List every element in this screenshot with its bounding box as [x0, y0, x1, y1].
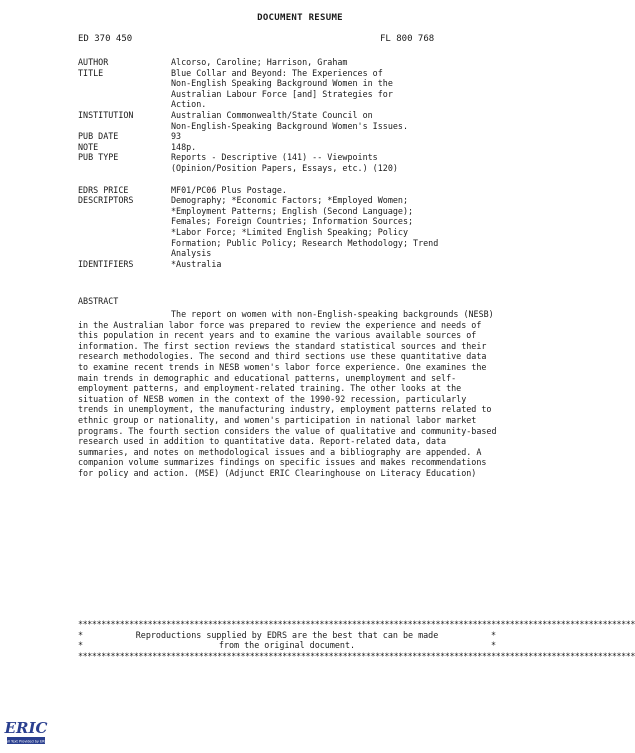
star-border-bottom: ************************************************************************************************************************	[78, 650, 635, 661]
star-mark: *	[490, 629, 496, 640]
field-note	[78, 142, 498, 153]
field-value: *Australia	[171, 258, 222, 269]
field-value: 93	[171, 131, 182, 142]
field-value: Alcorso, Caroline; Harrison, Graham	[171, 57, 348, 67]
field-label: EDRS PRICE	[78, 184, 129, 195]
abstract-text: The report on women with non-English-speaking backgrounds (NESB) in the Australian labor force was prepared to review the experience and needs of this population in recent years and to examine the various available sources of information. The first section reviews the standard statistical sources and their research methodologies. The second and third sections use these quantitative data to examine recent trends in NESB women's labor force experience. One examines the main trends in demographic and educational patterns, unemployment and self-employment patterns, and employment-related training. The other looks at the situation of NESB women in the context of the 1990-92 recession, particularly trends in unemployment, the manufacturing industry, employment patterns related to ethnic group or nationality, and women's participation in national labor market programs. The fourth section considers the value of qualitative and community-based research used in addition to quantitative data. Report-related data, data summaries, and notes on methodological issues and a bibliography are appended. A companion volume summarizes findings on specific issues and makes recommendations for policy and action. (MSE) (Adjunct ERIC Clearinghouse on Literacy Education)	[78, 309, 497, 478]
field-value: Reports - Descriptive (141) -- Viewpoints (Opinion/Position Papers, Essays, etc.) (120)	[171, 152, 398, 173]
field-pub-date	[78, 131, 498, 142]
bibliographic-fields	[78, 57, 498, 269]
field-descriptors	[78, 195, 498, 259]
reproduction-line-2: from the original document.	[218, 640, 356, 651]
field-label: DESCRIPTORS	[78, 195, 134, 206]
field-value: Australian Commonwealth/State Council on Non-English-Speaking Background Women's Issues.	[171, 109, 408, 131]
reproduction-line-1: Reproductions supplied by EDRS are the best that can be made	[135, 629, 439, 640]
eric-logo-text: ERIC	[4, 719, 48, 737]
field-edrs-price	[78, 185, 498, 196]
field-label: NOTE	[78, 141, 99, 152]
eric-logo-subtext: Full Text Provided by ERIC	[4, 739, 48, 744]
field-value: 148p.	[171, 141, 197, 152]
field-value: Blue Collar and Beyond: The Experiences of Non-English Speaking Background Women in the Australian Labour Force [and] Strategies for Action.	[171, 67, 393, 110]
ed-number: ED 370 450	[78, 34, 133, 44]
field-label: INSTITUTION	[78, 109, 134, 120]
fl-number: FL 800 768	[380, 34, 435, 44]
field-institution	[78, 110, 498, 131]
field-label: PUB TYPE	[78, 152, 119, 163]
document-title: DOCUMENT RESUME	[257, 13, 343, 23]
reproduction-row-1	[78, 630, 496, 641]
field-label: PUB DATE	[78, 131, 119, 142]
star-mark: *	[490, 640, 496, 651]
field-pub-type	[78, 152, 498, 173]
abstract-label: ABSTRACT	[78, 296, 119, 306]
field-identifiers	[78, 259, 498, 270]
star-border-top: ************************************************************************************************************************	[78, 619, 635, 629]
reproduction-row-2	[78, 640, 496, 651]
field-author	[78, 57, 498, 68]
field-value: Demography; *Economic Factors; *Employed Women; *Employment Patterns; English (Second Language); Females; Foreign Countries; Information Sources; *Labor Force; *Limited English Speaking; Policy Formation; Public Policy; Research Methodology; Trend Analysis	[171, 195, 439, 259]
star-mark: *	[78, 640, 84, 651]
star-mark: *	[78, 629, 84, 640]
eric-logo-icon	[6, 712, 46, 746]
reproduction-notice	[78, 619, 635, 661]
field-label: TITLE	[78, 67, 104, 78]
field-value: MF01/PC06 Plus Postage.	[171, 184, 287, 195]
field-label: AUTHOR	[78, 57, 109, 67]
field-title	[78, 68, 498, 110]
field-label: IDENTIFIERS	[78, 258, 134, 269]
